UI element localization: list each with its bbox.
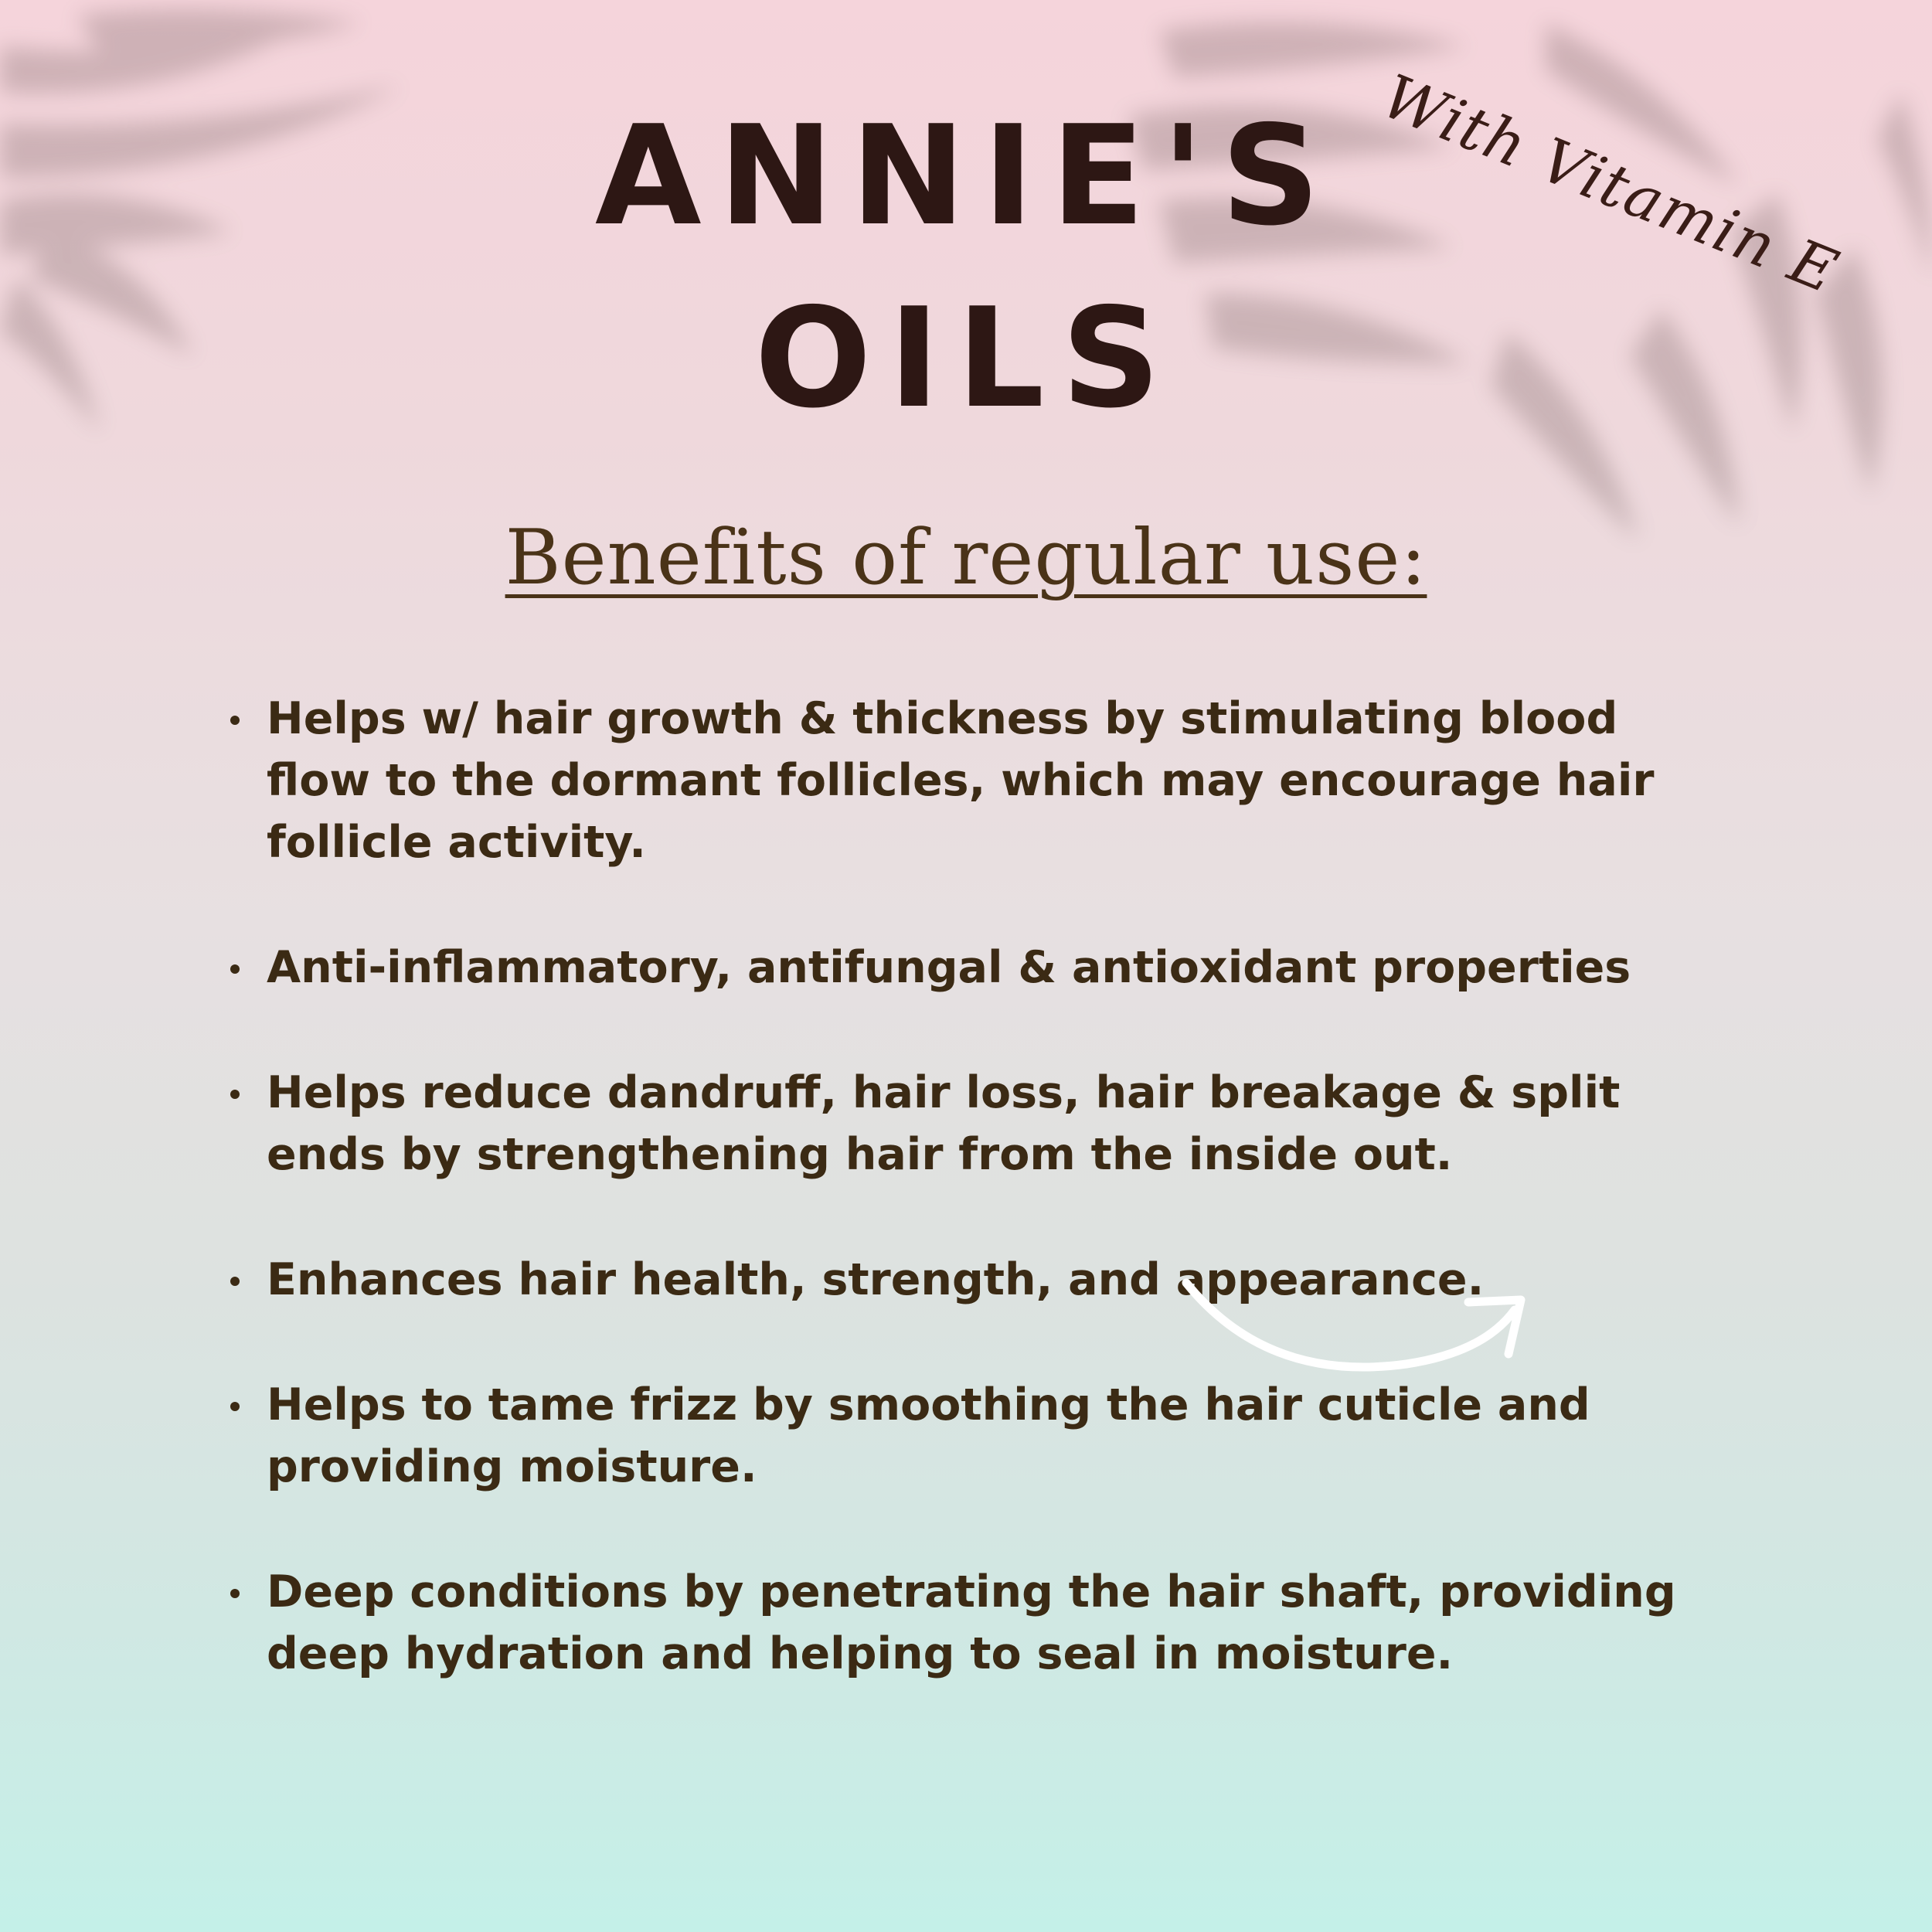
brand-title [0,85,1932,450]
benefit-item: Helps reduce dandruff, hair loss, hair breakage & split ends by strengthening hair from the inside out. [224,1062,1716,1185]
brand-title-line-2: OILS [754,278,1178,438]
benefit-item: Helps to tame frizz by smoothing the hair cuticle and providing moisture. [224,1374,1716,1498]
benefits-list [224,688,1716,1748]
benefit-item: Helps w/ hair growth & thickness by stimulating blood flow to the dormant follicles, which may encourage hair follicle activity. [224,688,1716,873]
brand-title-line-1: ANNIE'S [594,96,1338,256]
benefit-item: Anti-inflammatory, antifungal & antioxidant properties [224,937,1716,998]
vitamin-tagline: With Vitamin E [1372,62,1849,308]
curved-arrow-icon [1175,1267,1546,1383]
benefit-item: Deep conditions by penetrating the hair shaft, providing deep hydration and helping to seal in moisture. [224,1561,1716,1685]
benefit-item: Enhances hair health, strength, and appearance. [224,1249,1716,1311]
benefits-heading: Benefits of regular use: [505,514,1427,602]
